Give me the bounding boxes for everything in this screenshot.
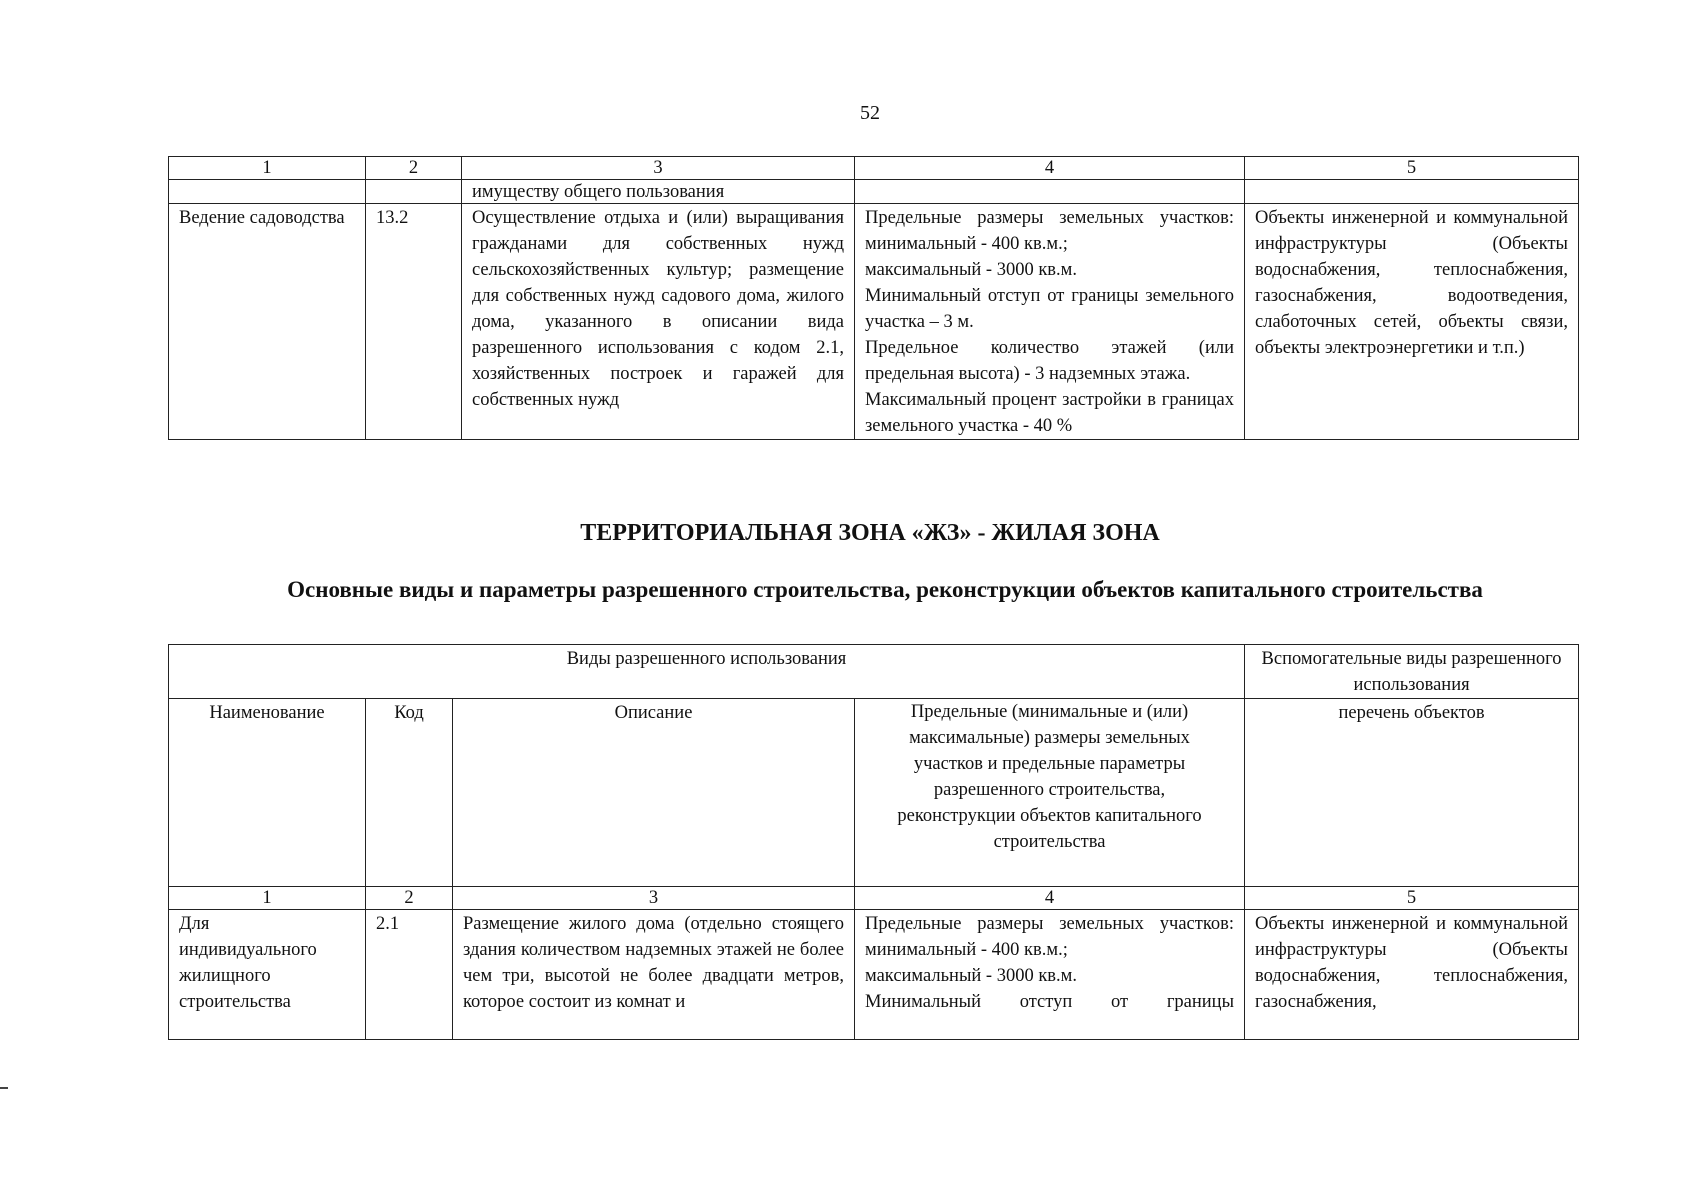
section-title: Основные виды и параметры разрешенного строительства, реконструкции объектов капитального строительства bbox=[287, 577, 1483, 602]
parameter-line: Максимальный процент застройки в границах земельного участка - 40 % bbox=[865, 390, 1234, 436]
parameter-line: Предельные размеры земельных участков: bbox=[865, 208, 1234, 228]
parameter-line: минимальный - 400 кв.м.; bbox=[865, 234, 1068, 254]
col-number: 3 bbox=[453, 887, 855, 910]
header-parameters: Предельные (минимальные и (или) максимальные) размеры земельных участков и предельные параметры разрешенного строительства, реконструкции объектов капитального строительства bbox=[855, 699, 1245, 887]
page-number: 52 bbox=[860, 102, 880, 124]
group-header-row bbox=[169, 645, 1579, 699]
parameter-line: максимальный - 3000 кв.м. bbox=[865, 966, 1078, 986]
column-header-row bbox=[169, 699, 1579, 887]
header-code: Код bbox=[366, 699, 453, 887]
col-number: 3 bbox=[462, 157, 855, 180]
zone-table bbox=[168, 886, 1579, 1040]
use-description: Размещение жилого дома (отдельно стоящего здания количеством надземных этажей не более чем три, высотой не более двадцати метров, которое состоит из комнат и bbox=[453, 910, 855, 1040]
continuation-row bbox=[169, 180, 1579, 204]
parameter-line: Минимальный отступ от границы земельного участка – 3 м. bbox=[865, 286, 1234, 332]
table-row bbox=[169, 910, 1579, 1040]
zone-title: ТЕРРИТОРИАЛЬНАЯ ЗОНА «ЖЗ» - ЖИЛАЯ ЗОНА bbox=[580, 520, 1160, 546]
margin-mark bbox=[0, 1087, 8, 1089]
table-row bbox=[169, 204, 1579, 440]
header-table bbox=[168, 644, 1579, 887]
col-number: 4 bbox=[855, 887, 1245, 910]
header-description: Описание bbox=[453, 699, 855, 887]
col-number: 2 bbox=[366, 157, 462, 180]
col-number: 2 bbox=[366, 887, 453, 910]
use-name: Ведение садоводства bbox=[169, 204, 366, 440]
auxiliary-objects: Объекты инженерной и коммунальной инфраструктуры (Объекты водоснабжения, теплоснабжения, газоснабжения, bbox=[1245, 910, 1579, 1040]
col-number: 4 bbox=[855, 157, 1245, 180]
continuation-text: имуществу общего пользования bbox=[462, 180, 855, 204]
parameter-line: минимальный - 400 кв.м.; bbox=[865, 940, 1068, 960]
parameter-line: Минимальный отступ от границы bbox=[865, 992, 1234, 1012]
header-objects: перечень объектов bbox=[1245, 699, 1579, 887]
column-number-row bbox=[169, 157, 1579, 180]
column-number-row bbox=[169, 887, 1579, 910]
parameter-line: Предельные размеры земельных участков: bbox=[865, 914, 1234, 934]
col-number: 1 bbox=[169, 887, 366, 910]
aux-header: Вспомогательные виды разрешенного использования bbox=[1245, 645, 1579, 699]
use-description: Осуществление отдыха и (или) выращивания гражданами для собственных нужд сельскохозяйственных культур; размещение для собственных нужд садового дома, жилого дома, указанного в описании вида разрешенного использования с кодом 2.1, хозяйственных построек и гаражей для собственных нужд bbox=[462, 204, 855, 440]
col-number: 1 bbox=[169, 157, 366, 180]
auxiliary-objects: Объекты инженерной и коммунальной инфраструктуры (Объекты водоснабжения, теплоснабжения, газоснабжения, водоотведения, слаботочных сетей, объекты связи, объекты электроэнергетики и т.п.) bbox=[1245, 204, 1579, 440]
parameter-line: Предельное количество этажей (или предельная высота) - 3 надземных этажа. bbox=[865, 338, 1234, 384]
use-name: Для индивидуального жилищного строительства bbox=[169, 910, 366, 1040]
use-parameters bbox=[855, 910, 1245, 1040]
use-code: 13.2 bbox=[366, 204, 462, 440]
header-name: Наименование bbox=[169, 699, 366, 887]
parameter-line: максимальный - 3000 кв.м. bbox=[865, 260, 1078, 280]
col-number: 5 bbox=[1245, 887, 1579, 910]
col-number: 5 bbox=[1245, 157, 1579, 180]
group-header: Виды разрешенного использования bbox=[169, 645, 1245, 699]
use-parameters bbox=[855, 204, 1245, 440]
use-code: 2.1 bbox=[366, 910, 453, 1040]
continuation-table bbox=[168, 156, 1579, 440]
